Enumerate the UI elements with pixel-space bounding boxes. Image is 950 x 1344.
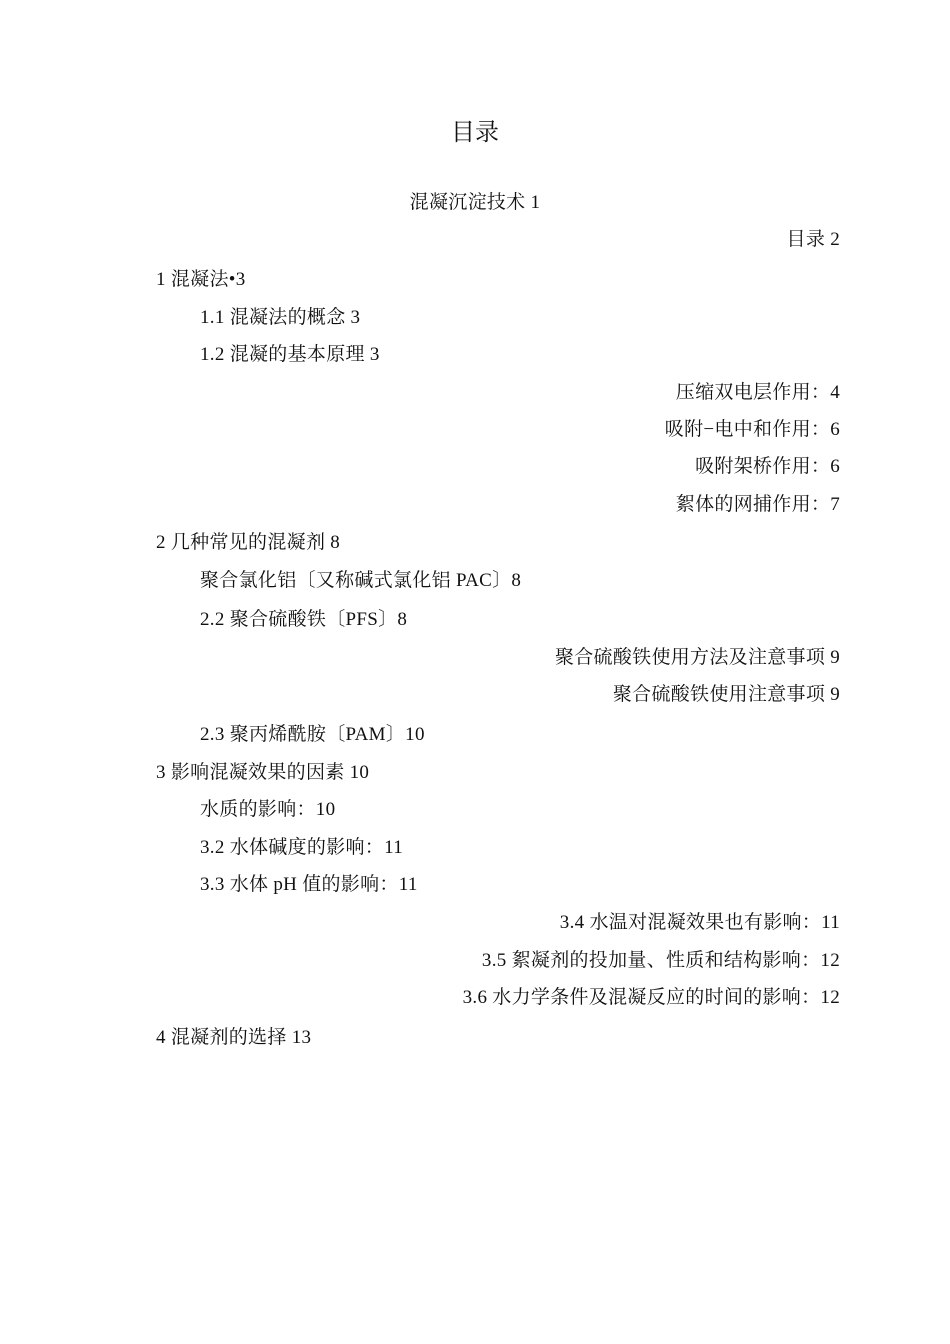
page-title: 目录 [451, 118, 499, 146]
toc-entry-pfs-usage[interactable]: 聚合硫酸铁使用方法及注意事项 9 [554, 647, 840, 668]
toc-entry-3-3[interactable]: 3.3 水体 pH 值的影响：11 [200, 874, 418, 895]
toc-entry-3-2[interactable]: 3.2 水体碱度的影响：11 [200, 837, 403, 858]
toc-entry-doc-title[interactable]: 混凝沉淀技术 1 [409, 192, 541, 213]
toc-entry-water-quality[interactable]: 水质的影响：10 [200, 799, 336, 820]
toc-entry-3-6[interactable]: 3.6 水力学条件及混凝反应的时间的影响：12 [462, 987, 840, 1008]
toc-entry-adsorption[interactable]: 吸附−电中和作用：6 [664, 419, 840, 440]
toc-entry-section-2[interactable]: 2 几种常见的混凝剂 8 [156, 532, 341, 553]
toc-entry-contents[interactable]: 目录 2 [786, 229, 840, 250]
toc-entry-section-1[interactable]: 1 混凝法•3 [156, 269, 246, 290]
toc-entry-2-2[interactable]: 2.2 聚合硫酸铁〔PFS〕8 [200, 609, 408, 630]
toc-entry-3-4[interactable]: 3.4 水温对混凝效果也有影响：11 [559, 912, 840, 933]
toc-entry-pfs-notes[interactable]: 聚合硫酸铁使用注意事项 9 [612, 684, 840, 705]
toc-entry-1-2[interactable]: 1.2 混凝的基本原理 3 [200, 344, 380, 365]
toc-entry-1-1[interactable]: 1.1 混凝法的概念 3 [200, 307, 361, 328]
toc-entry-section-4[interactable]: 4 混凝剂的选择 13 [156, 1027, 312, 1048]
toc-entry-3-5[interactable]: 3.5 絮凝剂的投加量、性质和结构影响：12 [481, 950, 840, 971]
toc-entry-compression[interactable]: 压缩双电层作用：4 [675, 382, 840, 403]
toc-entry-2-3[interactable]: 2.3 聚丙烯酰胺〔PAM〕10 [200, 724, 425, 745]
toc-entry-section-3[interactable]: 3 影响混凝效果的因素 10 [156, 762, 370, 783]
toc-entry-bridging[interactable]: 吸附架桥作用：6 [695, 456, 840, 477]
toc-entry-sweep[interactable]: 絮体的网捕作用：7 [675, 494, 840, 515]
toc-entry-pac[interactable]: 聚合氯化铝〔又称碱式氯化铝 PAC〕8 [200, 570, 522, 591]
